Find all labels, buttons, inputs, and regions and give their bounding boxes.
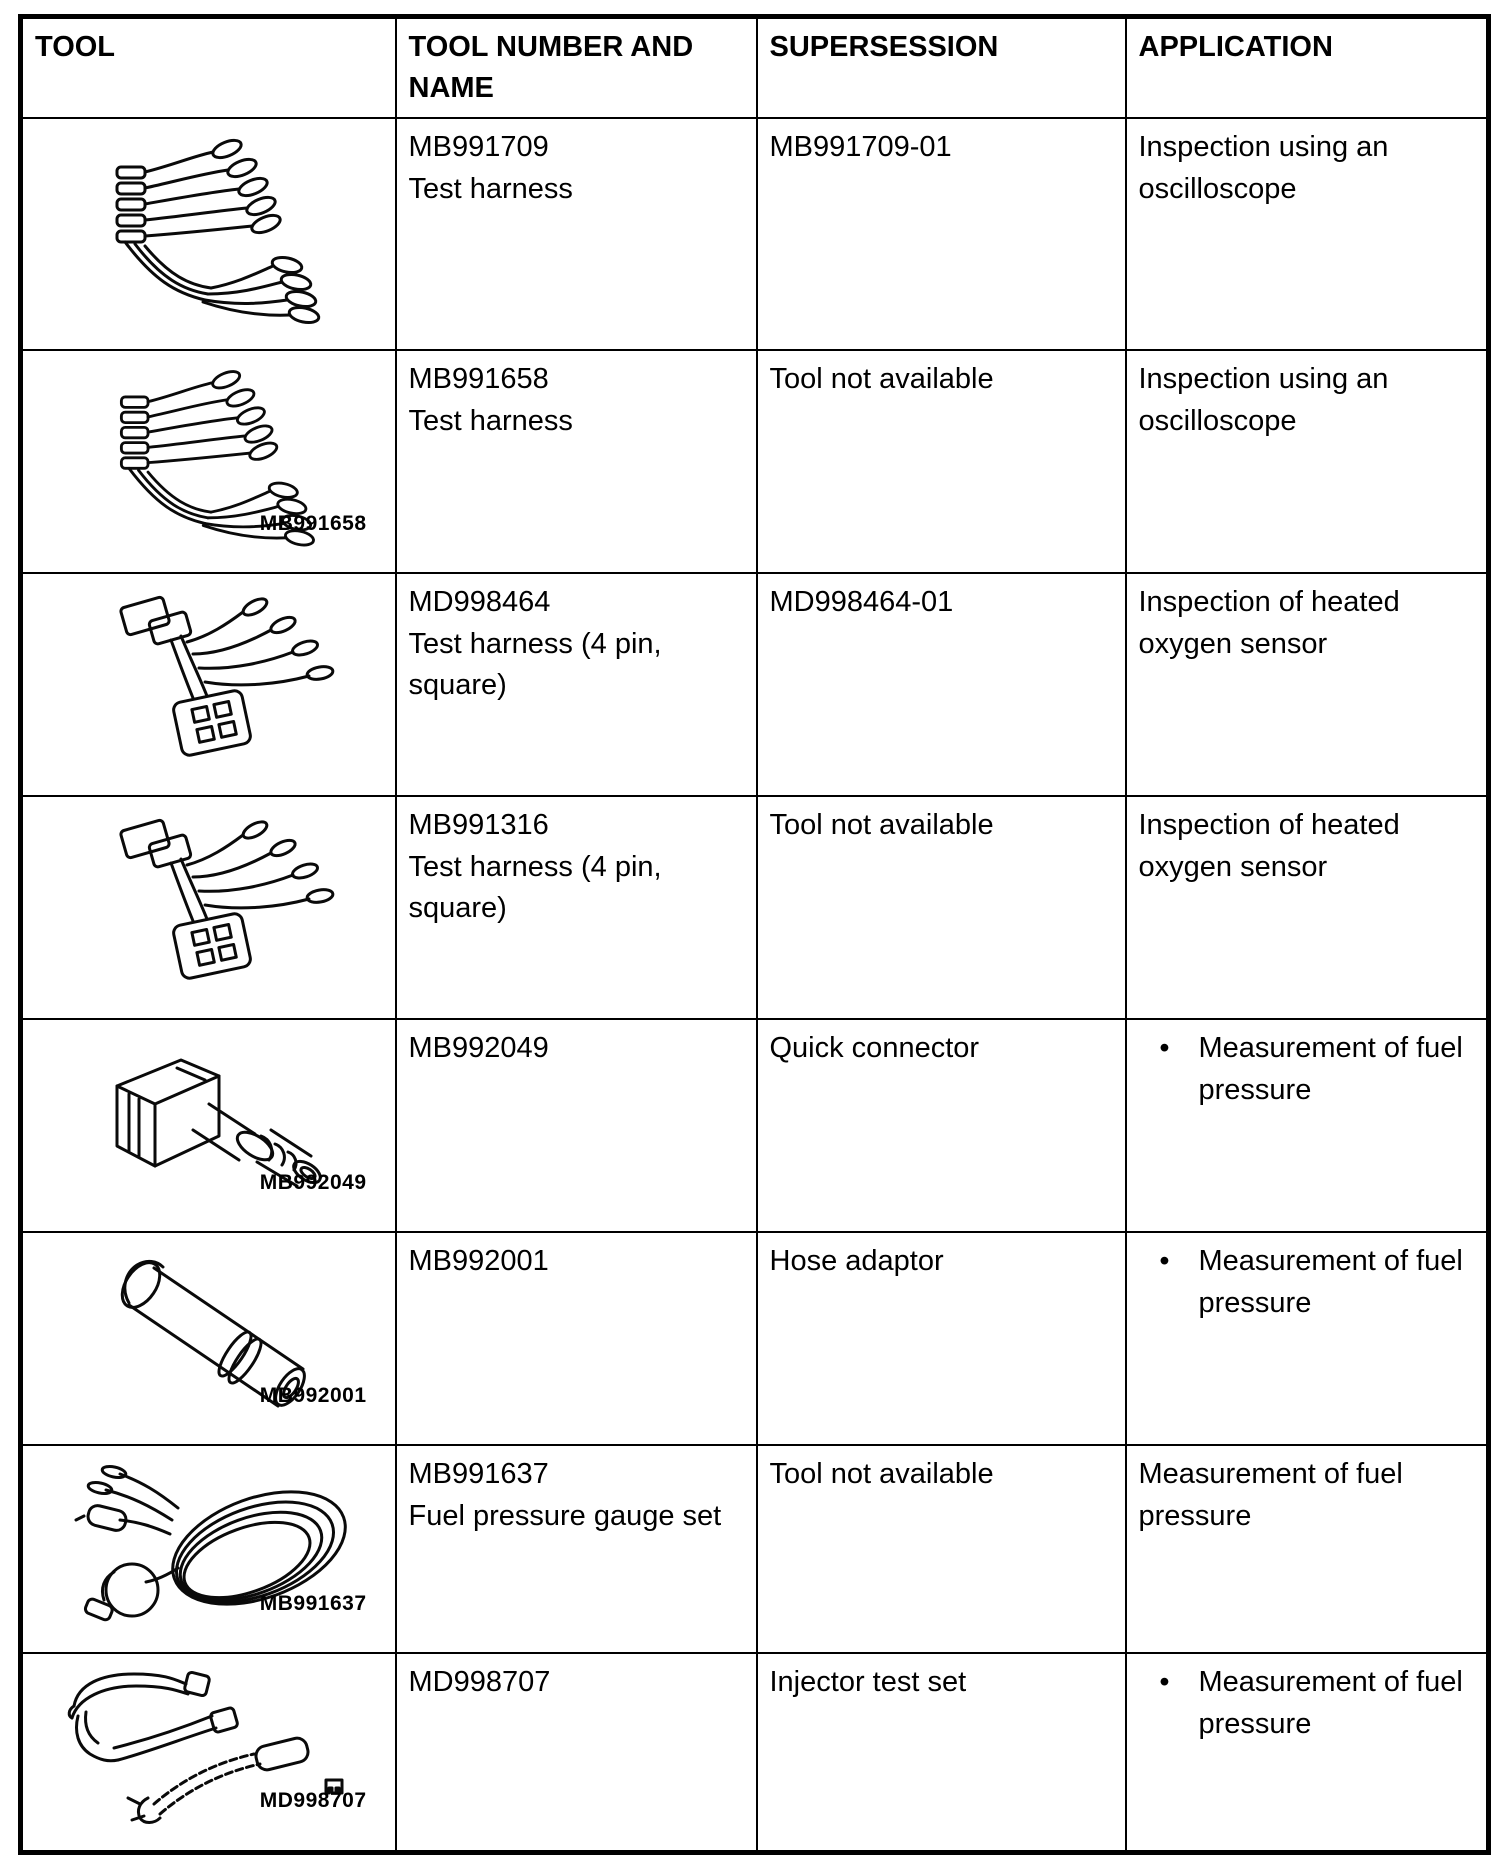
tool-image-cell: [21, 1653, 396, 1852]
col-header-tool: TOOL: [21, 17, 396, 119]
special-tools-table: [18, 14, 1491, 1855]
test-harness-4pin-illustration: [27, 801, 391, 1001]
table-row: [21, 118, 1489, 350]
tool-number: MD998464: [408, 586, 551, 619]
table-row: [21, 1019, 1489, 1232]
tool-image-cell: [21, 1445, 396, 1653]
application-cell: [1126, 1653, 1489, 1852]
application-cell: [1126, 1232, 1489, 1445]
tool-number: MB991709: [408, 131, 549, 164]
tool-number-cell: [396, 1445, 757, 1653]
tool-image-cell: [21, 573, 396, 796]
test-harness-drawing-icon: [59, 123, 359, 333]
tool-number: MB991316: [408, 809, 549, 842]
supersession-cell: Quick connector: [757, 1019, 1126, 1232]
supersession-cell: Tool not available: [757, 350, 1126, 573]
tool-image-label: MB992049: [259, 1170, 367, 1194]
tool-image-label: MD998707: [259, 1789, 367, 1813]
tool-number-cell: [396, 1232, 757, 1445]
supersession-cell: Hose adaptor: [757, 1232, 1126, 1445]
tool-number-cell: [396, 350, 757, 573]
test-harness-4pin-square-drawing-icon: [59, 801, 359, 1001]
tool-name: Fuel pressure gauge set: [408, 1499, 722, 1532]
tool-number: MB991637: [408, 1458, 549, 1491]
test-harness-4pin-square-drawing-icon: [59, 578, 359, 778]
header-row: [21, 17, 1489, 119]
application-text: Measurement of fuel pressure: [1198, 1032, 1463, 1106]
table-row: [21, 796, 1489, 1019]
tool-number-cell: [396, 1019, 757, 1232]
application-text: Measurement of fuel pressure: [1198, 1245, 1463, 1319]
application-cell: Inspection using an oscilloscope: [1126, 118, 1489, 350]
bullet-marker: •: [1159, 1666, 1170, 1699]
application-cell: Inspection of heated oxygen sensor: [1126, 573, 1489, 796]
table-row: [21, 350, 1489, 573]
tool-image-label: MB991637: [259, 1591, 367, 1615]
table-row: [21, 1445, 1489, 1653]
tool-number: MD998707: [408, 1666, 551, 1699]
tool-number: MB991658: [408, 363, 549, 396]
tool-number-cell: [396, 118, 757, 350]
tool-number: MB992049: [408, 1032, 549, 1065]
supersession-cell: Tool not available: [757, 1445, 1126, 1653]
table-row: [21, 573, 1489, 796]
tool-image-cell: [21, 796, 396, 1019]
tool-image-cell: [21, 1019, 396, 1232]
tool-name: Test harness: [408, 172, 573, 205]
tool-image-cell: [21, 1232, 396, 1445]
tool-name: Test harness: [408, 404, 573, 437]
tool-name: Test harness (4 pin, square): [408, 627, 662, 701]
tool-number-cell: [396, 573, 757, 796]
supersession-cell: MB991709-01: [757, 118, 1126, 350]
tool-number: MB992001: [408, 1245, 549, 1278]
test-harness-4pin-illustration: [27, 578, 391, 778]
tool-image-label: MB992001: [259, 1383, 367, 1407]
col-header-tool-number-and-name: TOOL NUMBER AND NAME: [396, 17, 757, 119]
bullet-marker: •: [1159, 1032, 1170, 1065]
application-cell: Inspection of heated oxygen sensor: [1126, 796, 1489, 1019]
tool-name: Test harness (4 pin, square): [408, 850, 662, 924]
col-header-supersession: SUPERSESSION: [757, 17, 1126, 119]
supersession-cell: Injector test set: [757, 1653, 1126, 1852]
application-cell: Inspection using an oscilloscope: [1126, 350, 1489, 573]
table-row: [21, 1653, 1489, 1852]
supersession-cell: Tool not available: [757, 796, 1126, 1019]
tool-number-cell: [396, 796, 757, 1019]
tool-image-cell: [21, 350, 396, 573]
application-text: Measurement of fuel pressure: [1198, 1666, 1463, 1740]
application-cell: Measurement of fuel pressure: [1126, 1445, 1489, 1653]
supersession-cell: MD998464-01: [757, 573, 1126, 796]
bullet-marker: •: [1159, 1245, 1170, 1278]
tool-image-cell: [21, 118, 396, 350]
col-header-application: APPLICATION: [1126, 17, 1489, 119]
table-row: [21, 1232, 1489, 1445]
test-harness-illustration: [27, 123, 391, 333]
tool-image-label: MB991658: [259, 511, 367, 535]
tool-number-cell: [396, 1653, 757, 1852]
application-cell: [1126, 1019, 1489, 1232]
